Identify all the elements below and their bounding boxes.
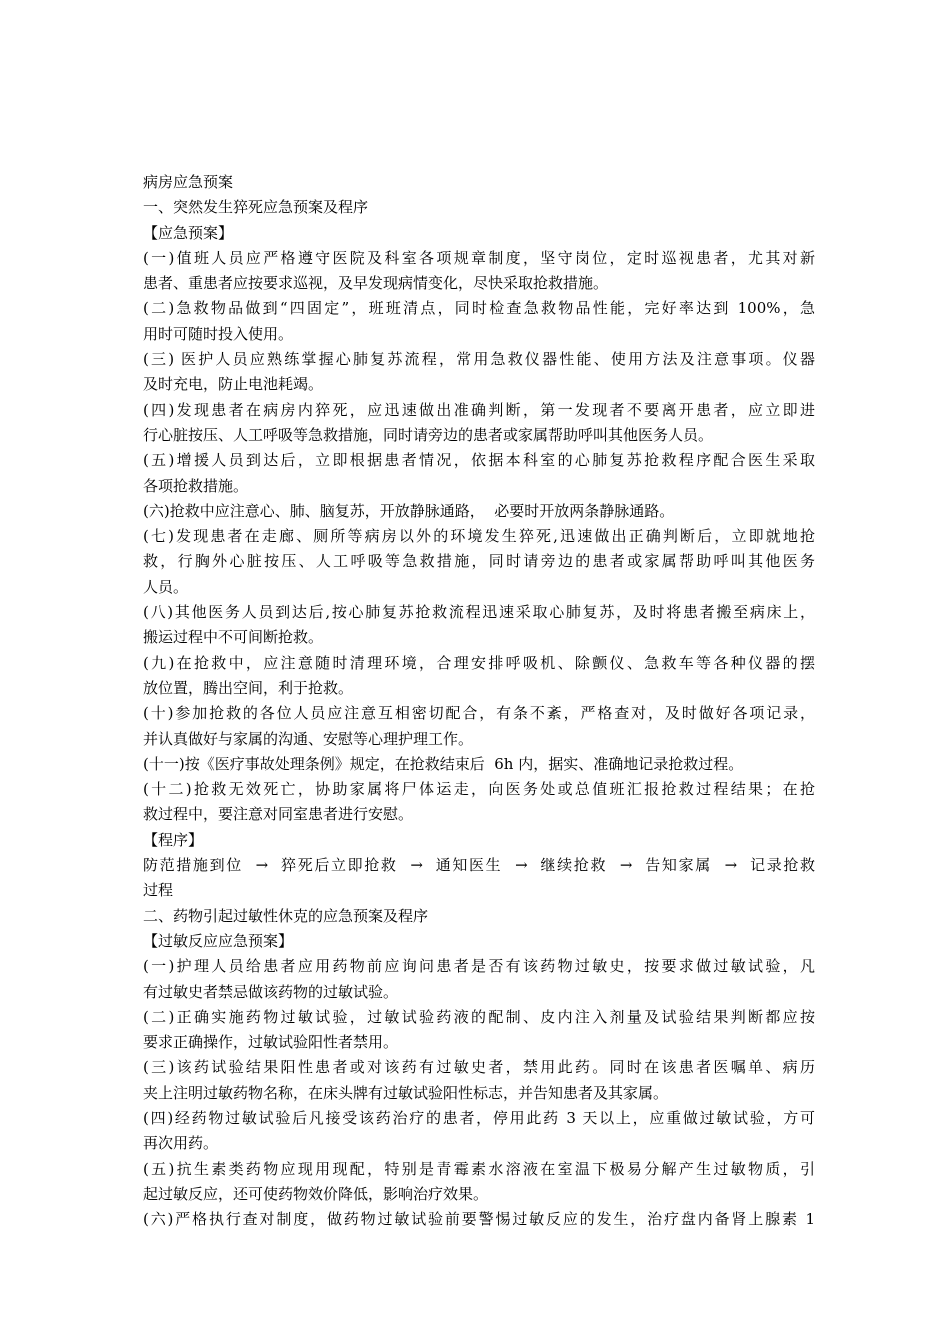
section-1-procedure-header: 【程序】 bbox=[143, 830, 204, 849]
s1-item-7-line-3: 人员。 bbox=[143, 577, 189, 596]
s1-item-7-line-1: (七)发现患者在走廊、厕所等病房以外的环境发生猝死,迅速做出正确判断后，立即就地抢 bbox=[143, 527, 815, 546]
s1-item-5-line-1: (五)增援人员到达后，立即根据患者情况，依据本科室的心肺复苏抢救程序配合医生采取 bbox=[143, 451, 815, 470]
s1-item-11-line-1: (十一)按《医疗事故处理条例》规定，在抢救结束后 6h 内，据实、准确地记录抢救过程。 bbox=[143, 754, 744, 773]
s1-item-5-line-2: 各项抢救措施。 bbox=[143, 476, 249, 495]
document-page bbox=[143, 170, 815, 1232]
s2-item-3-line-1: (三)该药试验结果阳性患者或对该药有过敏史者，禁用此药。同时在该患者医嘱单、病历 bbox=[143, 1058, 815, 1077]
s2-item-3-line-2: 夹上注明过敏药物名称，在床头牌有过敏试验阳性标志，并告知患者及其家属。 bbox=[143, 1083, 669, 1102]
s1-item-9-line-2: 放位置，腾出空间，利于抢救。 bbox=[143, 678, 354, 697]
s1-item-8-line-2: 搬运过程中不可间断抢救。 bbox=[143, 628, 324, 647]
section-1-title: 一、突然发生猝死应急预案及程序 bbox=[143, 198, 369, 217]
procedure-flow-line-1: 防范措施到位 → 猝死后立即抢救 → 通知医生 → 继续抢救 → 告知家属 → 记录抢救 bbox=[143, 856, 815, 875]
s1-item-2-line-1: (二)急救物品做到“四固定”，班班清点，同时检查急救物品性能，完好率达到 100%，急 bbox=[143, 299, 815, 318]
s1-item-12-line-1: (十二)抢救无效死亡，协助家属将尸体运走，向医务处或总值班汇报抢救过程结果；在抢 bbox=[143, 780, 815, 799]
s2-item-1-line-2: 有过敏史者禁忌做该药物的过敏试验。 bbox=[143, 982, 399, 1001]
s1-item-12-line-2: 救过程中，要注意对同室患者进行安慰。 bbox=[143, 805, 414, 824]
s1-item-4-line-1: (四)发现患者在病房内猝死，应迅速做出准确判断，第一发现者不要离开患者，应立即进 bbox=[143, 400, 815, 419]
s1-item-1-line-2: 患者、重患者应按要求巡视，及早发现病情变化，尽快采取抢救措施。 bbox=[143, 274, 609, 293]
s1-item-10-line-2: 并认真做好与家属的沟通、安慰等心理护理工作。 bbox=[143, 729, 474, 748]
s2-item-2-line-2: 要求正确操作，过敏试验阳性者禁用。 bbox=[143, 1033, 399, 1052]
s1-item-6-line-1: (六)抢救中应注意心、肺、脑复苏，开放静脉通路， 必要时开放两条静脉通路。 bbox=[143, 501, 675, 520]
procedure-flow-line-2: 过程 bbox=[143, 881, 174, 900]
s1-item-9-line-1: (九)在抢救中，应注意随时清理环境，合理安排呼吸机、除颤仪、急救车等各种仪器的摆 bbox=[143, 653, 815, 672]
section-1-plan-header: 【应急预案】 bbox=[143, 223, 234, 242]
s1-item-7-line-2: 救，行胸外心脏按压、人工呼吸等急救措施，同时请旁边的患者或家属帮助呼叫其他医务 bbox=[143, 552, 815, 571]
section-2-plan-header: 【过敏反应应急预案】 bbox=[143, 931, 294, 950]
s1-item-3-line-1: (三) 医护人员应熟练掌握心肺复苏流程，常用急救仪器性能、使用方法及注意事项。仪器 bbox=[143, 350, 815, 369]
s2-item-4-line-2: 再次用药。 bbox=[143, 1134, 219, 1153]
s1-item-8-line-1: (八)其他医务人员到达后,按心肺复苏抢救流程迅速采取心肺复苏，及时将患者搬至病床上， bbox=[143, 603, 815, 622]
s1-item-4-line-2: 行心脏按压、人工呼吸等急救措施，同时请旁边的患者或家属帮助呼叫其他医务人员。 bbox=[143, 425, 714, 444]
s2-item-5-line-2: 起过敏反应，还可使药物效价降低，影响治疗效果。 bbox=[143, 1184, 489, 1203]
s1-item-3-line-2: 及时充电，防止电池耗竭。 bbox=[143, 375, 324, 394]
s2-item-6-line-1: (六)严格执行查对制度，做药物过敏试验前要警惕过敏反应的发生，治疗盘内备肾上腺素 1 bbox=[143, 1210, 815, 1229]
document-title: 病房应急预案 bbox=[143, 173, 234, 191]
s2-item-1-line-1: (一)护理人员给患者应用药物前应询问患者是否有该药物过敏史，按要求做过敏试验，凡 bbox=[143, 957, 815, 976]
section-2-title: 二、药物引起过敏性休克的应急预案及程序 bbox=[143, 906, 429, 925]
s1-item-1-line-1: (一)值班人员应严格遵守医院及科室各项规章制度，坚守岗位，定时巡视患者，尤其对新 bbox=[143, 248, 815, 267]
s2-item-5-line-1: (五)抗生素类药物应现用现配，特别是青霉素水溶液在室温下极易分解产生过敏物质，引 bbox=[143, 1159, 815, 1178]
s1-item-10-line-1: (十)参加抢救的各位人员应注意互相密切配合，有条不紊，严格查对，及时做好各项记录， bbox=[143, 704, 815, 723]
s1-item-2-line-2: 用时可随时投入使用。 bbox=[143, 324, 294, 343]
s2-item-4-line-1: (四)经药物过敏试验后凡接受该药治疗的患者，停用此药 3 天以上，应重做过敏试验，方可 bbox=[143, 1108, 815, 1127]
s2-item-2-line-1: (二)正确实施药物过敏试验，过敏试验药液的配制、皮内注入剂量及试验结果判断都应按 bbox=[143, 1007, 815, 1026]
